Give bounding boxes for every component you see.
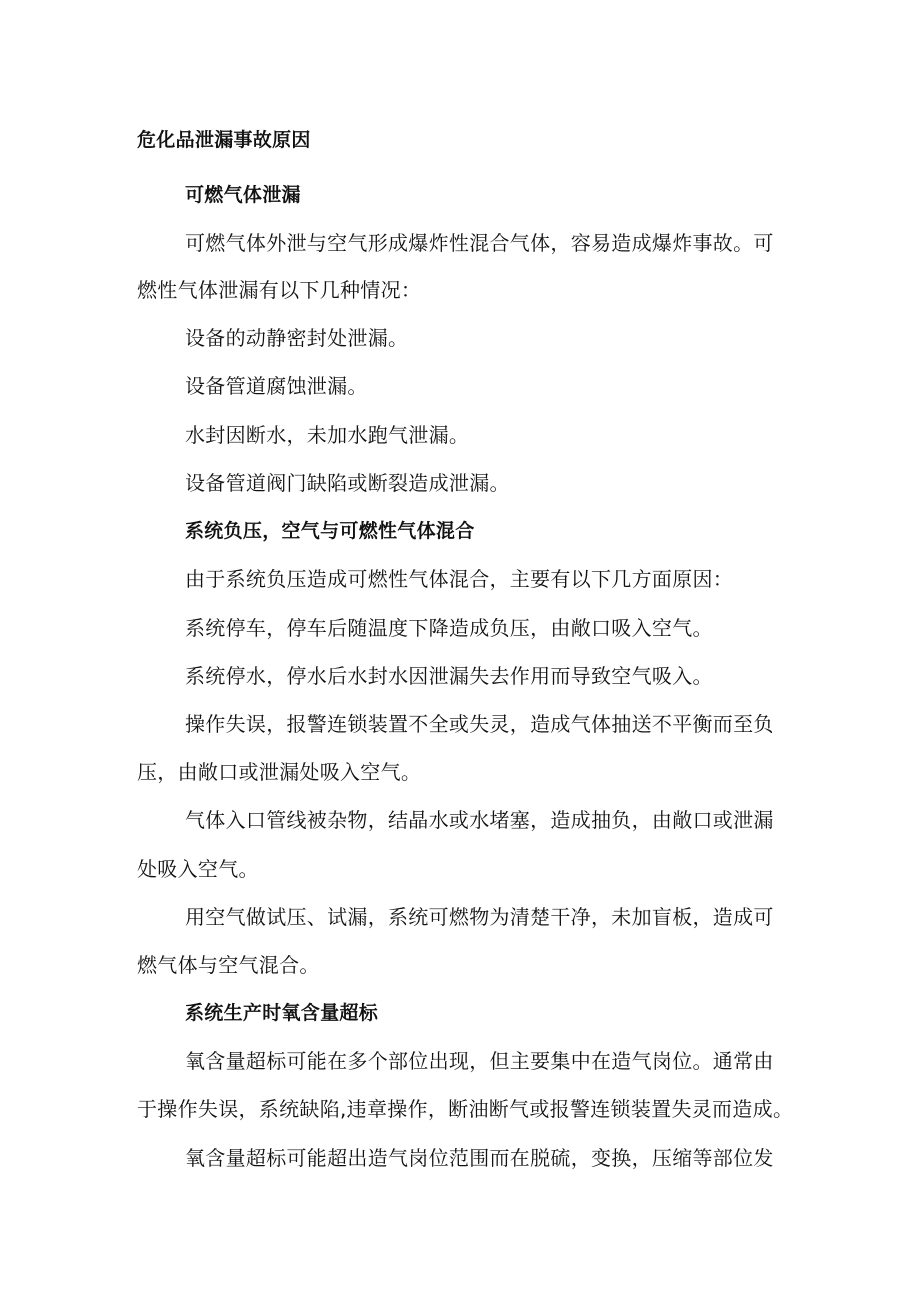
- section-heading-3: 系统生产时氧含量超标: [185, 1002, 379, 1024]
- paragraph-line: 处吸入空气。: [137, 857, 259, 881]
- paragraph-line: 水封因断水，未加水跑气泄漏。: [185, 423, 470, 447]
- paragraph-line: 系统停水，停水后水封水因泄漏失去作用而导致空气吸入。: [185, 664, 713, 688]
- section-heading-1: 可燃气体泄漏: [185, 184, 301, 206]
- paragraph-line: 于操作失误，系统缺陷,违章操作，断油断气或报警连锁装置失灵而造成。: [137, 1097, 794, 1121]
- section-heading-2: 系统负压，空气与可燃性气体混合: [185, 520, 475, 542]
- paragraph-line: 设备的动静密封处泄漏。: [185, 326, 409, 350]
- paragraph-line: 用空气做试压、试漏，系统可燃物为清楚干净，未加盲板，造成可: [185, 905, 774, 929]
- paragraph-line: 氧含量超标可能超出造气岗位范围而在脱硫，变换，压缩等部位发: [185, 1146, 774, 1170]
- paragraph-line: 可燃气体外泄与空气形成爆炸性混合气体，容易造成爆炸事故。可: [185, 231, 774, 255]
- paragraph-line: 操作失误，报警连锁装置不全或失灵，造成气体抽送不平衡而至负: [185, 712, 774, 736]
- paragraph-line: 由于系统负压造成可燃性气体混合，主要有以下几方面原因：: [185, 567, 734, 591]
- paragraph-line: 系统停车，停车后随温度下降造成负压，由敞口吸入空气。: [185, 616, 713, 640]
- paragraph-line: 燃气体与空气混合。: [137, 953, 320, 977]
- paragraph-line: 设备管道腐蚀泄漏。: [185, 374, 368, 398]
- paragraph-line: 燃性气体泄漏有以下几种情况：: [137, 278, 422, 302]
- paragraph-line: 氧含量超标可能在多个部位出现，但主要集中在造气岗位。通常由: [185, 1049, 774, 1073]
- document-title: 危化品泄漏事故原因: [137, 129, 311, 151]
- paragraph-line: 压，由敞口或泄漏处吸入空气。: [137, 760, 422, 784]
- paragraph-line: 设备管道阀门缺陷或断裂造成泄漏。: [185, 471, 510, 495]
- paragraph-line: 气体入口管线被杂物，结晶水或水堵塞，造成抽负，由敞口或泄漏: [185, 808, 774, 832]
